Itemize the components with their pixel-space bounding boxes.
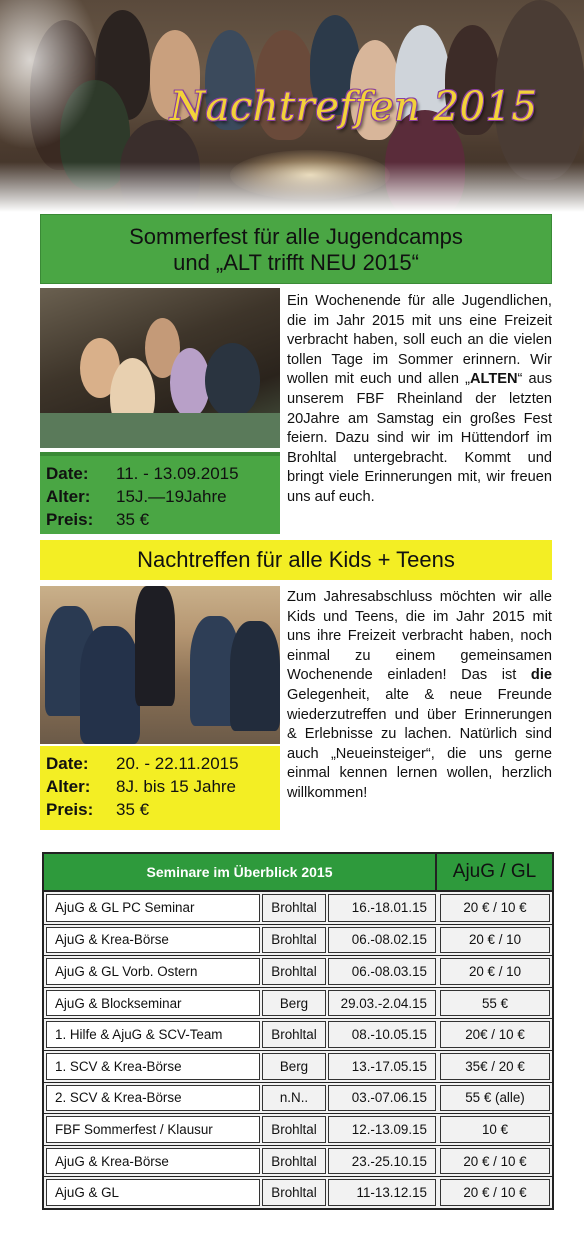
section1-info-box bbox=[40, 452, 280, 534]
table-row bbox=[44, 1176, 552, 1208]
table-row bbox=[44, 1018, 552, 1050]
price-cell: 20€ / 10 € bbox=[440, 1021, 550, 1048]
date-cell: 08.-10.05.15 bbox=[328, 1021, 436, 1048]
section2-info-box bbox=[40, 746, 280, 830]
date-cell: 12.-13.09.15 bbox=[328, 1116, 436, 1143]
date-cell: 06.-08.03.15 bbox=[328, 958, 436, 985]
price-cell: 20 € / 10 bbox=[440, 927, 550, 954]
price-cell: 35€ / 20 € bbox=[440, 1053, 550, 1080]
section1-title-line1: Sommerfest für alle Jugendcamps bbox=[129, 224, 463, 249]
price-cell: 10 € bbox=[440, 1116, 550, 1143]
date-cell: 23.-25.10.15 bbox=[328, 1148, 436, 1175]
photo-ground bbox=[40, 413, 280, 448]
hero-fade bbox=[0, 162, 584, 212]
section2-text-a: Zum Jahresabschluss möchten wir alle Kids und Teens, die im Jahr 2015 mit uns ihre Freizeit verbracht haben, noch einmal zu einem gemeinsamen Wochenende einladen! Das ist bbox=[287, 589, 552, 684]
location-cell: Brohltal bbox=[262, 1021, 326, 1048]
age-value: 15J.—19Jahre bbox=[116, 487, 227, 506]
seminar-name-cell: AjuG & Blockseminar bbox=[46, 990, 260, 1017]
location-cell: Brohltal bbox=[262, 1116, 326, 1143]
photo-figure bbox=[205, 343, 260, 418]
section2-text-bold: die bbox=[530, 667, 552, 684]
section1-text-bold: ALTEN bbox=[469, 371, 518, 388]
section2-text-b: Gelegenheit, alte & neue Freunde wiederzutreffen und über Erinnerungen & Erlebnisse zu lachen. Natürlich sind auch „Neueinsteiger“, die uns gerne einmal kennen lernen wollen, herzlich willkommen! bbox=[287, 686, 552, 801]
price-cell: 20 € / 10 bbox=[440, 958, 550, 985]
seminar-name-cell: AjuG & GL PC Seminar bbox=[46, 894, 260, 922]
sommerfest-photo bbox=[40, 288, 280, 448]
date-cell: 16.-18.01.15 bbox=[328, 894, 436, 922]
date-value: 11. - 13.09.2015 bbox=[116, 464, 239, 483]
date-cell: 03.-07.06.15 bbox=[328, 1085, 436, 1112]
section1-text-b: “ aus unserem FBF Rheinland der letzten 20Jahre am Samstag ein großes Fest feiern. Dazu sind wir im Hüttendorf im Brohltal untergebracht. Kommt und bringt viele Erinnerungen mit, wir freuen uns auf euch. bbox=[287, 371, 552, 505]
table-row bbox=[44, 1050, 552, 1082]
hero-photo bbox=[0, 0, 584, 212]
location-cell: n.N.. bbox=[262, 1085, 326, 1112]
seminar-name-cell: 1. Hilfe & AjuG & SCV-Team bbox=[46, 1021, 260, 1048]
price-cell: 20 € / 10 € bbox=[440, 1148, 550, 1175]
seminar-table bbox=[42, 852, 554, 1210]
age-value: 8J. bis 15 Jahre bbox=[116, 777, 237, 796]
seminar-name-cell: 2. SCV & Krea-Börse bbox=[46, 1085, 260, 1112]
date-cell: 11-13.12.15 bbox=[328, 1179, 436, 1206]
location-cell: Berg bbox=[262, 1053, 326, 1080]
price-value: 35 € bbox=[116, 510, 150, 529]
section2-description bbox=[287, 588, 552, 804]
age-label: Alter: bbox=[46, 487, 91, 506]
price-cell: 20 € / 10 € bbox=[440, 894, 550, 922]
date-cell: 06.-08.02.15 bbox=[328, 927, 436, 954]
price-label: Preis: bbox=[46, 800, 94, 819]
table-row bbox=[44, 924, 552, 956]
location-cell: Brohltal bbox=[262, 1179, 326, 1206]
section1-header bbox=[40, 214, 552, 284]
section2-header: Nachtreffen für alle Kids + Teens bbox=[40, 540, 552, 580]
price-cell: 55 € bbox=[440, 990, 550, 1017]
seminar-name-cell: 1. SCV & Krea-Börse bbox=[46, 1053, 260, 1080]
photo-figure bbox=[230, 621, 280, 731]
date-label: Date: bbox=[46, 464, 89, 483]
table-row bbox=[44, 1082, 552, 1114]
date-cell: 13.-17.05.15 bbox=[328, 1053, 436, 1080]
location-cell: Brohltal bbox=[262, 894, 326, 922]
location-cell: Brohltal bbox=[262, 1148, 326, 1175]
table-row bbox=[44, 955, 552, 987]
table-header-price: AjuG / GL bbox=[437, 854, 552, 890]
seminar-name-cell: AjuG & Krea-Börse bbox=[46, 927, 260, 954]
location-cell: Brohltal bbox=[262, 958, 326, 985]
table-row bbox=[44, 892, 552, 924]
date-label: Date: bbox=[46, 754, 89, 773]
seminar-name-cell: AjuG & GL bbox=[46, 1179, 260, 1206]
seminar-name-cell: FBF Sommerfest / Klausur bbox=[46, 1116, 260, 1143]
table-row bbox=[44, 1113, 552, 1145]
nachtreffen-photo bbox=[40, 586, 280, 744]
table-body bbox=[44, 892, 552, 1208]
seminar-name-cell: AjuG & GL Vorb. Ostern bbox=[46, 958, 260, 985]
date-value: 20. - 22.11.2015 bbox=[116, 754, 239, 773]
table-row bbox=[44, 1145, 552, 1177]
age-label: Alter: bbox=[46, 777, 91, 796]
section1-title-line2: und „ALT trifft NEU 2015“ bbox=[173, 250, 419, 275]
hero-title: Nachtreffen 2015 bbox=[170, 84, 538, 130]
price-cell: 55 € (alle) bbox=[440, 1085, 550, 1112]
price-value: 35 € bbox=[116, 800, 150, 819]
photo-figure bbox=[80, 626, 140, 744]
price-cell: 20 € / 10 € bbox=[440, 1179, 550, 1206]
location-cell: Berg bbox=[262, 990, 326, 1017]
seminar-name-cell: AjuG & Krea-Börse bbox=[46, 1148, 260, 1175]
location-cell: Brohltal bbox=[262, 927, 326, 954]
date-cell: 29.03.-2.04.15 bbox=[328, 990, 436, 1017]
section1-description bbox=[287, 292, 552, 508]
section1-text-a: Ein Wochenende für alle Jugendlichen, die im Jahr 2015 mit uns eine Freizeit verbracht haben, soll euch an die vielen tollen Tage im Sommer erinnern. Wir wollen mit euch und allen „ bbox=[287, 293, 552, 388]
photo-figure bbox=[170, 348, 210, 418]
table-row bbox=[44, 987, 552, 1019]
table-header-title: Seminare im Überblick 2015 bbox=[44, 854, 437, 890]
table-header bbox=[44, 854, 552, 892]
photo-figure bbox=[135, 586, 175, 706]
price-label: Preis: bbox=[46, 510, 94, 529]
